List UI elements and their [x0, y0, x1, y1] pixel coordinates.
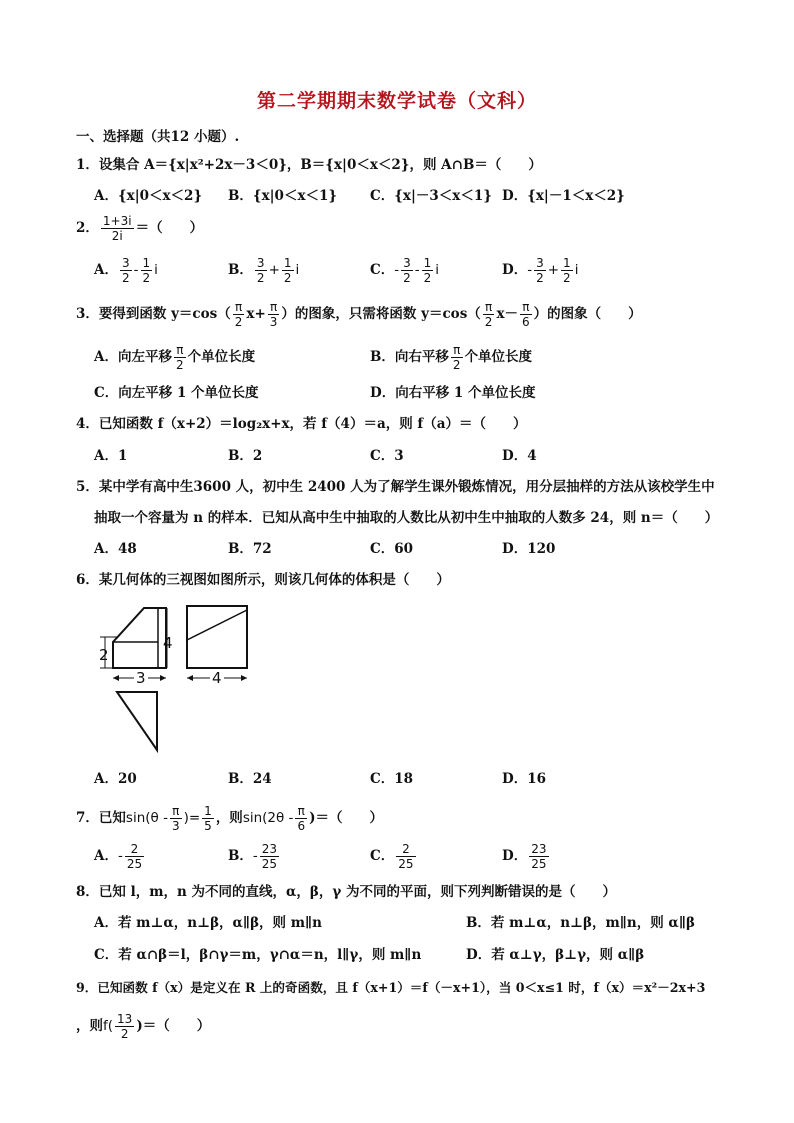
q2-c-d2: 2 [423, 271, 432, 285]
q3-f2-n: π [269, 300, 278, 314]
q2-option-d [502, 256, 578, 285]
q3-f1-d: 2 [234, 315, 243, 329]
q2-c-label: C． [370, 262, 395, 278]
q2-d-label: D． [502, 262, 528, 278]
q7-text-2: ，则 [215, 810, 243, 826]
dim-3-arrow-left [113, 675, 119, 681]
q5-option-a: A．48 [94, 541, 137, 557]
q7-c-n: 2 [402, 842, 410, 856]
q5-stem-line1: 5．某中学有高中生3600 人，初中生 2400 人为了解学生课外锻炼情况，用分层抽样的方法从该校学生中 [76, 479, 715, 495]
three-view-figure [96, 600, 266, 760]
q7-text-1: 7．已知 [76, 810, 126, 826]
q9-f-open: f( [103, 1018, 114, 1034]
q3-b-pre: B．向右平移 [370, 349, 449, 365]
q6-option-c: C．18 [370, 771, 414, 787]
top-view-triangle [117, 692, 157, 750]
q2-c-n2: 1 [423, 256, 432, 270]
q7-frac-1 [170, 804, 182, 833]
q8-option-b: B．若 m⊥α，n⊥β，m∥n，则 α∥β [466, 915, 695, 931]
q6-option-d: D．16 [502, 771, 546, 787]
q7-f2-d: 5 [204, 819, 212, 833]
q4-option-d: D．4 [502, 448, 537, 464]
q9-text-1: ，则 [76, 1018, 103, 1034]
q2-a-i: i [154, 262, 158, 278]
q7-b-label: B． [228, 848, 253, 864]
q3-b-n: π [453, 343, 461, 357]
q2-c-frac2 [422, 256, 434, 285]
exam-title: 第二学期期末数学试卷（文科） [256, 90, 537, 112]
q3-f4-n: π [522, 300, 530, 314]
q7-sin-1: sin(θ - [125, 810, 168, 826]
q2-c-op: - [414, 262, 420, 278]
q7-a-d: 25 [126, 857, 143, 871]
q9-tail: )＝（ ） [136, 1018, 211, 1034]
q7-option-c [370, 842, 418, 871]
q2-b-d1: 2 [256, 271, 265, 285]
q5-option-b: B．72 [228, 541, 272, 557]
q2-d-i: i [574, 262, 579, 278]
q7-f1-n: π [172, 804, 180, 818]
q2-tail: ＝（ ） [135, 220, 204, 236]
q2-b-n2: 1 [283, 256, 292, 270]
q3-text-2: x+ [246, 306, 266, 322]
q4-option-c: C．3 [370, 448, 404, 464]
q7-c-label: C． [370, 848, 395, 864]
q2-a-n2: 1 [142, 256, 151, 270]
q3-text-5: ）的图象（ ） [533, 306, 642, 322]
q2-fraction [101, 214, 134, 243]
q4-option-b: B．2 [228, 448, 263, 464]
q3-a-frac [174, 343, 186, 372]
q2-c-i: i [435, 262, 440, 278]
q3-text-3: ）的图象，只需将函数 y＝cos（ [281, 306, 481, 322]
q2-a-frac2 [141, 256, 153, 285]
q6-stem: 6．某几何体的三视图如图所示，则该几何体的体积是（ ） [76, 572, 450, 588]
dim-label-4-horizontal: 4 [212, 669, 222, 687]
q7-a-frac [125, 842, 144, 871]
q3-frac-1 [233, 300, 245, 329]
section-heading: 一、选择题（共12 小题）. [76, 129, 240, 145]
q7-b-d: 25 [261, 857, 278, 871]
q7-f1-d: 3 [171, 819, 180, 833]
dim-3-arrow-right [160, 675, 166, 681]
q3-a-pre: A．向左平移 [94, 349, 172, 365]
q2-stem [76, 214, 203, 243]
q2-b-d2: 2 [283, 271, 292, 285]
q1-option-a: A．{x|0＜x＜2} [94, 188, 203, 204]
q2-d-d1: 2 [536, 271, 544, 285]
q3-f4-d: 6 [522, 315, 530, 329]
q3-f2-d: 3 [269, 315, 278, 329]
q2-a-op: - [133, 262, 139, 278]
q7-f3-n: π [297, 804, 305, 818]
q2-c-n1: 3 [403, 256, 411, 270]
q9-frac [115, 1012, 134, 1041]
q2-option-a [94, 256, 158, 285]
q3-text-1: 3．要得到函数 y＝cos（ [76, 306, 231, 322]
q2-b-label: B． [228, 262, 253, 278]
q2-d-d2: 2 [563, 271, 571, 285]
q8-option-d: D．若 α⊥γ，β⊥γ，则 α∥β [466, 947, 645, 963]
q3-option-d: D．向右平移 1 个单位长度 [370, 385, 536, 401]
q3-frac-2 [268, 300, 280, 329]
q2-number: 2． [76, 220, 99, 236]
q5-option-c: C．60 [370, 541, 414, 557]
q3-frac-3 [483, 300, 495, 329]
q7-d-frac [529, 842, 548, 871]
q7-f3-d: 6 [297, 819, 306, 833]
side-view-diagonal [187, 610, 247, 640]
q2-numerator: 1+3i [102, 214, 132, 228]
q2-c-frac1 [401, 256, 413, 285]
q3-text-4: x－ [496, 306, 518, 322]
q2-a-frac1 [120, 256, 132, 285]
q2-d-frac1 [534, 256, 546, 285]
q3-b-frac [451, 343, 463, 372]
q3-b-d: 2 [452, 358, 461, 372]
q7-sin-2: sin(2θ - [242, 810, 294, 826]
q1-option-c: C．{x|－3＜x＜1} [370, 188, 492, 204]
q2-b-i: i [295, 262, 300, 278]
q3-option-a [94, 343, 255, 372]
q2-d-n1: 3 [536, 256, 544, 270]
q7-option-d [502, 842, 551, 871]
q7-option-a [94, 842, 146, 871]
q7-f2-n: 1 [204, 804, 212, 818]
q8-option-c: C．若 α∩β＝l，β∩γ＝m，γ∩α＝n，l∥γ，则 m∥n [94, 947, 422, 963]
q7-frac-2 [202, 804, 214, 833]
q9-stem-line1: 9．已知函数 f（x）是定义在 R 上的奇函数，且 f（x+1）＝f（－x+1），当 0＜x≤1 时，f（x）＝x²－2x+3 [76, 980, 706, 995]
q1-option-d: D．{x|－1＜x＜2} [502, 188, 625, 204]
q7-option-b [228, 842, 281, 871]
dim-label-2: 2 [99, 646, 109, 664]
three-view-drawing [96, 600, 266, 760]
q3-option-c: C．向左平移 1 个单位长度 [94, 385, 259, 401]
q3-option-b [370, 343, 532, 372]
q7-c-d: 25 [398, 857, 414, 871]
q2-b-frac1 [255, 256, 267, 285]
q4-stem: 4．已知函数 f（x+2）＝log₂x+x，若 f（4）＝a，则 f（a）＝（ ） [76, 416, 527, 432]
q9-f-d: 2 [115, 1026, 134, 1041]
q3-f1-n: π [234, 300, 243, 314]
q2-a-n1: 3 [121, 256, 130, 270]
q2-b-n1: 3 [256, 256, 265, 270]
q3-f3-d: 2 [484, 315, 493, 329]
q2-d-frac2 [561, 256, 573, 285]
q7-a-n: 2 [130, 842, 139, 856]
q2-option-c [370, 256, 439, 285]
q7-b-sign: - [252, 848, 258, 864]
q3-f3-n: π [485, 300, 493, 314]
q6-option-b: B．24 [228, 771, 272, 787]
q9-f-n: 13 [117, 1012, 133, 1026]
q3-a-d: 2 [175, 358, 184, 372]
q8-option-a: A．若 m⊥α，n⊥β，α∥β，则 m∥n [94, 915, 322, 931]
q2-b-frac2 [282, 256, 294, 285]
q7-b-frac [260, 842, 279, 871]
q7-eq: )= [183, 810, 201, 826]
q2-a-label: A． [94, 262, 118, 278]
q7-c-frac [396, 842, 415, 871]
q3-stem [76, 300, 642, 329]
q7-b-n: 23 [261, 842, 278, 856]
q7-d-label: D． [502, 848, 528, 864]
dim-4-arrow-right [241, 675, 247, 681]
q7-d-d: 25 [531, 857, 547, 871]
q3-a-n: π [176, 343, 184, 357]
q8-stem: 8．已知 l，m，n 为不同的直线，α，β，γ 为不同的平面，则下列判断错误的是（ ） [76, 884, 616, 900]
q2-denominator: 2i [101, 228, 134, 243]
q7-d-n: 23 [531, 842, 547, 856]
q5-stem-line2: 抽取一个容量为 n 的样本．已知从高中生中抽取的人数比从初中生中抽取的人数多 24，则 n＝（ ） [94, 510, 719, 526]
q6-option-a: A．20 [94, 771, 137, 787]
dim-label-4-vertical: 4 [163, 634, 173, 652]
dim-label-3: 3 [136, 669, 146, 687]
q3-frac-4 [520, 300, 532, 329]
q7-stem [76, 804, 383, 833]
q1-stem: 1．设集合 A＝{x|x²+2x－3＜0}，B＝{x|0＜x＜2}，则 A∩B＝（ ） [76, 157, 542, 173]
q7-frac-3 [295, 804, 307, 833]
q3-a-post: 个单位长度 [187, 349, 256, 365]
q2-c-sign: - [394, 262, 400, 278]
q2-a-d1: 2 [121, 271, 130, 285]
q2-a-d2: 2 [142, 271, 151, 285]
q4-option-a: A．1 [94, 448, 128, 464]
q2-c-d1: 2 [403, 271, 411, 285]
q2-b-op: + [268, 262, 280, 278]
q7-a-label: A． [94, 848, 118, 864]
q7-a-sign: - [117, 848, 123, 864]
q2-d-op: + [547, 262, 560, 278]
q2-d-sign: - [527, 262, 533, 278]
q2-d-n2: 1 [563, 256, 571, 270]
q3-b-post: 个单位长度 [464, 349, 533, 365]
q5-option-d: D．120 [502, 541, 556, 557]
q7-tail: )＝（ ） [309, 810, 383, 826]
dim-4-arrow-left [187, 675, 193, 681]
q1-option-b: B．{x|0＜x＜1} [228, 188, 338, 204]
q9-stem-line2 [76, 1012, 210, 1041]
q2-option-b [228, 256, 299, 285]
